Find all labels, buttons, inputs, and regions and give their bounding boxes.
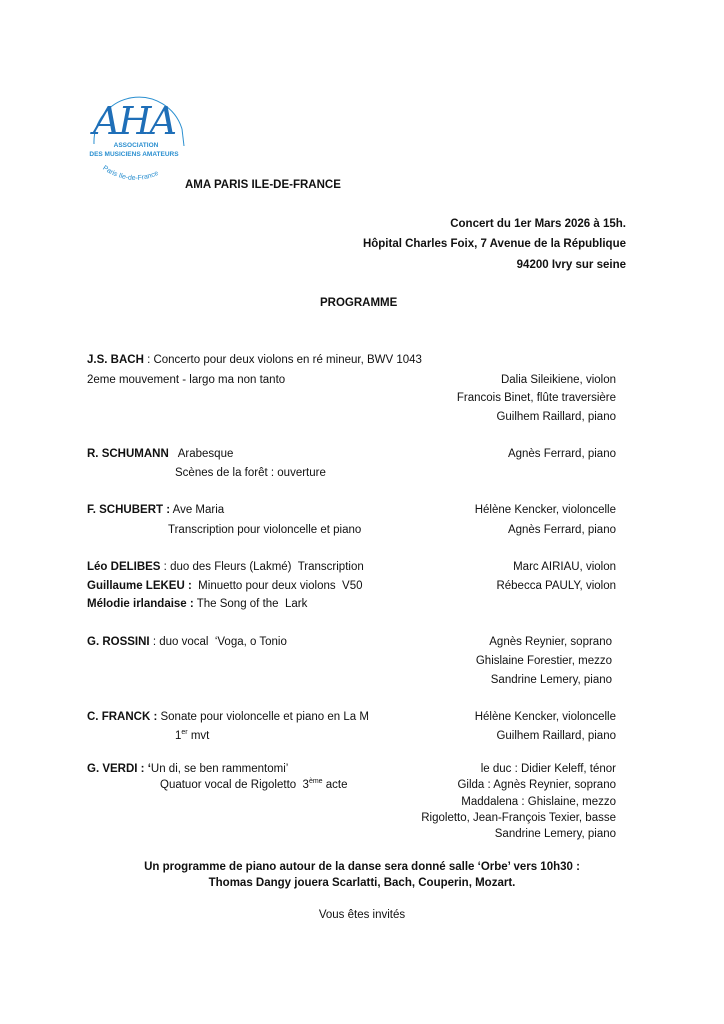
performer: Dalia Sileikiene, violon (500, 374, 616, 386)
performer: Rébecca PAULY, violon (496, 580, 616, 592)
performer: Agnès Reynier, soprano (489, 636, 612, 648)
programme-item-franck: C. FRANCK : Sonate pour violoncelle et piano en La M (87, 711, 369, 723)
invitation: Vous êtes invités (318, 909, 406, 921)
performer: le duc : Didier Keleff, ténor (480, 763, 616, 775)
performer: Hélène Kencker, violoncelle (474, 711, 616, 723)
performer: Agnès Ferrard, piano (507, 524, 616, 536)
programme-item-schumann: R. SCHUMANN Arabesque (87, 448, 234, 460)
performer: Sandrine Lemery, piano (494, 828, 616, 840)
ama-logo (84, 84, 189, 194)
programme-item-verdi: G. VERDI : ‘Un di, se ben rammentomi’ (87, 763, 289, 775)
concert-address: Hôpital Charles Foix, 7 Avenue de la République (362, 238, 626, 250)
programme-item-schubert: F. SCHUBERT : Ave Maria (87, 504, 225, 516)
programme-item-delibes: Léo DELIBES : duo des Fleurs (Lakmé) Transcription (87, 561, 364, 573)
programme-item-lekeu: Guillaume LEKEU : Minuetto pour deux violons V50 (87, 580, 363, 592)
performer: Guilhem Raillard, piano (496, 411, 616, 423)
performer: Marc AIRIAU, violon (513, 561, 616, 573)
svg-text:DES MUSICIENS AMATEURS: DES MUSICIENS AMATEURS (89, 151, 179, 158)
performer: Maddalena : Ghislaine, mezzo (461, 796, 616, 808)
performer: Hélène Kencker, violoncelle (474, 504, 616, 516)
svg-text:AHA: AHA (92, 99, 176, 143)
work-detail: Scènes de la forêt : ouverture (175, 467, 326, 479)
performer: Guilhem Raillard, piano (496, 730, 616, 742)
programme-item-bach: J.S. BACH : Concerto pour deux violons en ré mineur, BWV 1043 (87, 354, 422, 366)
performer: Rigoletto, Jean-François Texier, basse (421, 812, 616, 824)
performer: Gilda : Agnès Reynier, soprano (457, 779, 616, 791)
performer: Ghislaine Forestier, mezzo (475, 655, 612, 667)
svg-text:ASSOCIATION: ASSOCIATION (113, 142, 159, 149)
footer-note: Un programme de piano autour de la danse sera donné salle ‘Orbe’ vers 10h30 : (144, 861, 580, 873)
concert-date: Concert du 1er Mars 2026 à 15h. (450, 218, 626, 230)
footer-note-2: Thomas Dangy jouera Scarlatti, Bach, Couperin, Mozart. (208, 877, 516, 889)
work-detail: 1er mvt (175, 729, 210, 742)
svg-text:Paris Ile-de-France: Paris Ile-de-France (101, 164, 160, 183)
work-detail: Transcription pour violoncelle et piano (168, 524, 362, 536)
programme-title: PROGRAMME (320, 297, 398, 309)
programme-item-melodie: Mélodie irlandaise : The Song of the Lark (87, 598, 308, 610)
work-detail: Quatuor vocal de Rigoletto 3ème acte (160, 778, 348, 791)
performer: Agnès Ferrard, piano (507, 448, 616, 460)
programme-item-rossini: G. ROSSINI : duo vocal ‘Voga, o Tonio (87, 636, 287, 648)
work-detail: 2eme mouvement - largo ma non tanto (87, 374, 286, 386)
concert-city: 94200 Ivry sur seine (516, 259, 626, 271)
performer: Sandrine Lemery, piano (490, 674, 612, 686)
performer: Francois Binet, flûte traversière (456, 392, 616, 404)
org-name: AMA PARIS ILE-DE-FRANCE (185, 179, 341, 191)
